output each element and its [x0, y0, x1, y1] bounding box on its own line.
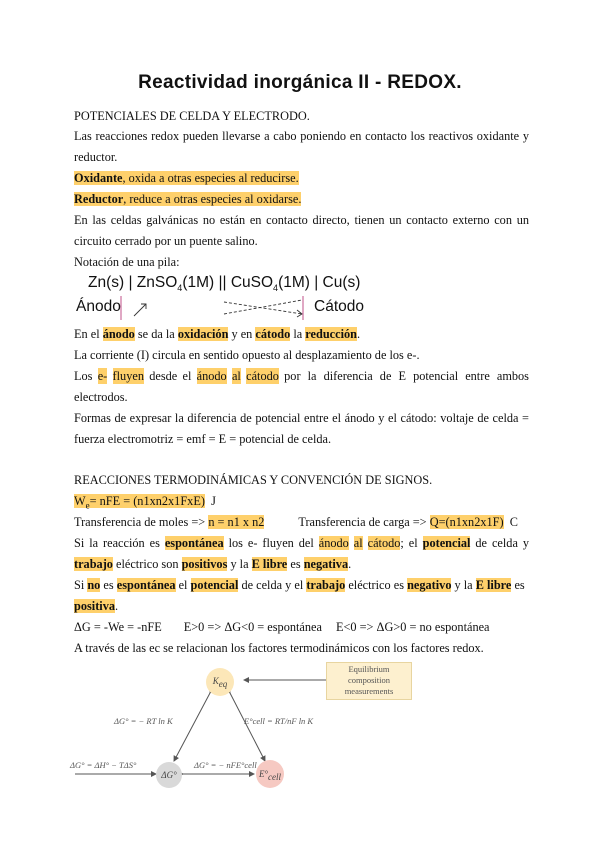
- reductor-term: Reductor: [74, 192, 124, 206]
- section-heading-termodinamicas: REACCIONES TERMODINÁMICAS Y CONVENCIÓN DE SIGNOS.: [74, 473, 433, 487]
- ecell-node: $E^\circ_{cell}$: [256, 760, 284, 788]
- cell-formula: Zn(s) | ZnSO$_4$(1M) || CuSO$_4$(1M) | Cu(s): [88, 274, 361, 294]
- catodo-label: Cátodo: [314, 298, 364, 315]
- espontanea-sentence: Si la reacción es espontánea los e- fluyen del ánodo al cátodo; el potencial de celda y: [74, 536, 530, 550]
- anodo-catodo-sentence: En el ánodo se da la oxidación y en cátodo la reducción.: [74, 327, 361, 341]
- reductor-text: , reduce a otras especies al oxidarse.: [123, 192, 302, 206]
- electron-flow-sentence: Los e- fluyen desde el ánodo al cátodo por la diferencia de E potencial entre ambos: [74, 369, 529, 383]
- far-left-equation: ΔG° = ΔH° − TΔS°: [70, 760, 137, 770]
- notacion-label: Notación de una pila:: [74, 255, 180, 269]
- paragraph-line: circuito cerrado por un puente salino.: [74, 234, 258, 248]
- oxidante-text: , oxida a otras especies al reducirse.: [122, 171, 299, 185]
- equilibrium-box: Equilibrium composition measurements: [326, 662, 412, 700]
- gibbs-relations: ΔG = -We = -nFE E>0 => ΔG<0 = espontánea E<0 => ΔG>0 = no espontánea: [74, 620, 490, 634]
- paragraph-line: Las reacciones redox pueden llevarse a cabo poniendo en contacto los reactivos oxidante y: [74, 129, 529, 143]
- thermo-triangle-diagram: [70, 658, 394, 798]
- oxidante-definition: [74, 170, 529, 186]
- page-title: Reactividad inorgánica II - REDOX.: [138, 72, 462, 93]
- cell-notation-figure: [74, 274, 374, 320]
- work-equation: $W_e=$ nFE = (n1xn2x1FxE) J: [74, 494, 216, 511]
- reductor-definition: [74, 191, 529, 207]
- espontanea-sentence-cont: trabajo eléctrico son positivos y la E libre es negativa.: [74, 557, 352, 571]
- right-equation: E°cell = RT/nF ln K: [244, 716, 314, 726]
- no-espontanea-sentence: Si no es espontánea el potencial de celda y el trabajo eléctrico es negativo y la E libre es: [74, 578, 525, 592]
- transfer-line: Transferencia de moles => n = n1 x n2 Transferencia de carga => Q=(n1xn2x1F) C: [74, 515, 518, 529]
- bottom-equation: ΔG° = − nFE°cell: [194, 760, 257, 770]
- paragraph-line: A través de las ec se relacionan los factores termodinámicos con los factores redox.: [74, 641, 484, 655]
- no-espontanea-sentence-cont: positiva.: [74, 599, 119, 613]
- section-heading-potenciales: POTENCIALES DE CELDA Y ELECTRODO.: [74, 109, 310, 123]
- corriente-sentence: La corriente (I) circula en sentido opuesto al desplazamiento de los e-.: [74, 348, 420, 362]
- delta-g-node: ΔG°: [156, 762, 182, 788]
- paragraph-line: fuerza electromotriz = emf = E = potencial de celda.: [74, 432, 332, 446]
- oxidante-term: Oxidante: [74, 171, 123, 185]
- paragraph-line: Formas de expresar la diferencia de potencial entre el ánodo y el cátodo: voltaje de celda =: [74, 411, 529, 425]
- keq-node: $K_{eq}$: [206, 668, 234, 696]
- paragraph-line: electrodos.: [74, 390, 128, 404]
- anodo-label: Ánodo: [76, 298, 121, 315]
- paragraph-line: reductor.: [74, 150, 118, 164]
- left-equation: ΔG° = − RT ln K: [114, 716, 173, 726]
- paragraph-line: En las celdas galvánicas no están en contacto directo, tienen un contacto externo con un: [74, 213, 529, 227]
